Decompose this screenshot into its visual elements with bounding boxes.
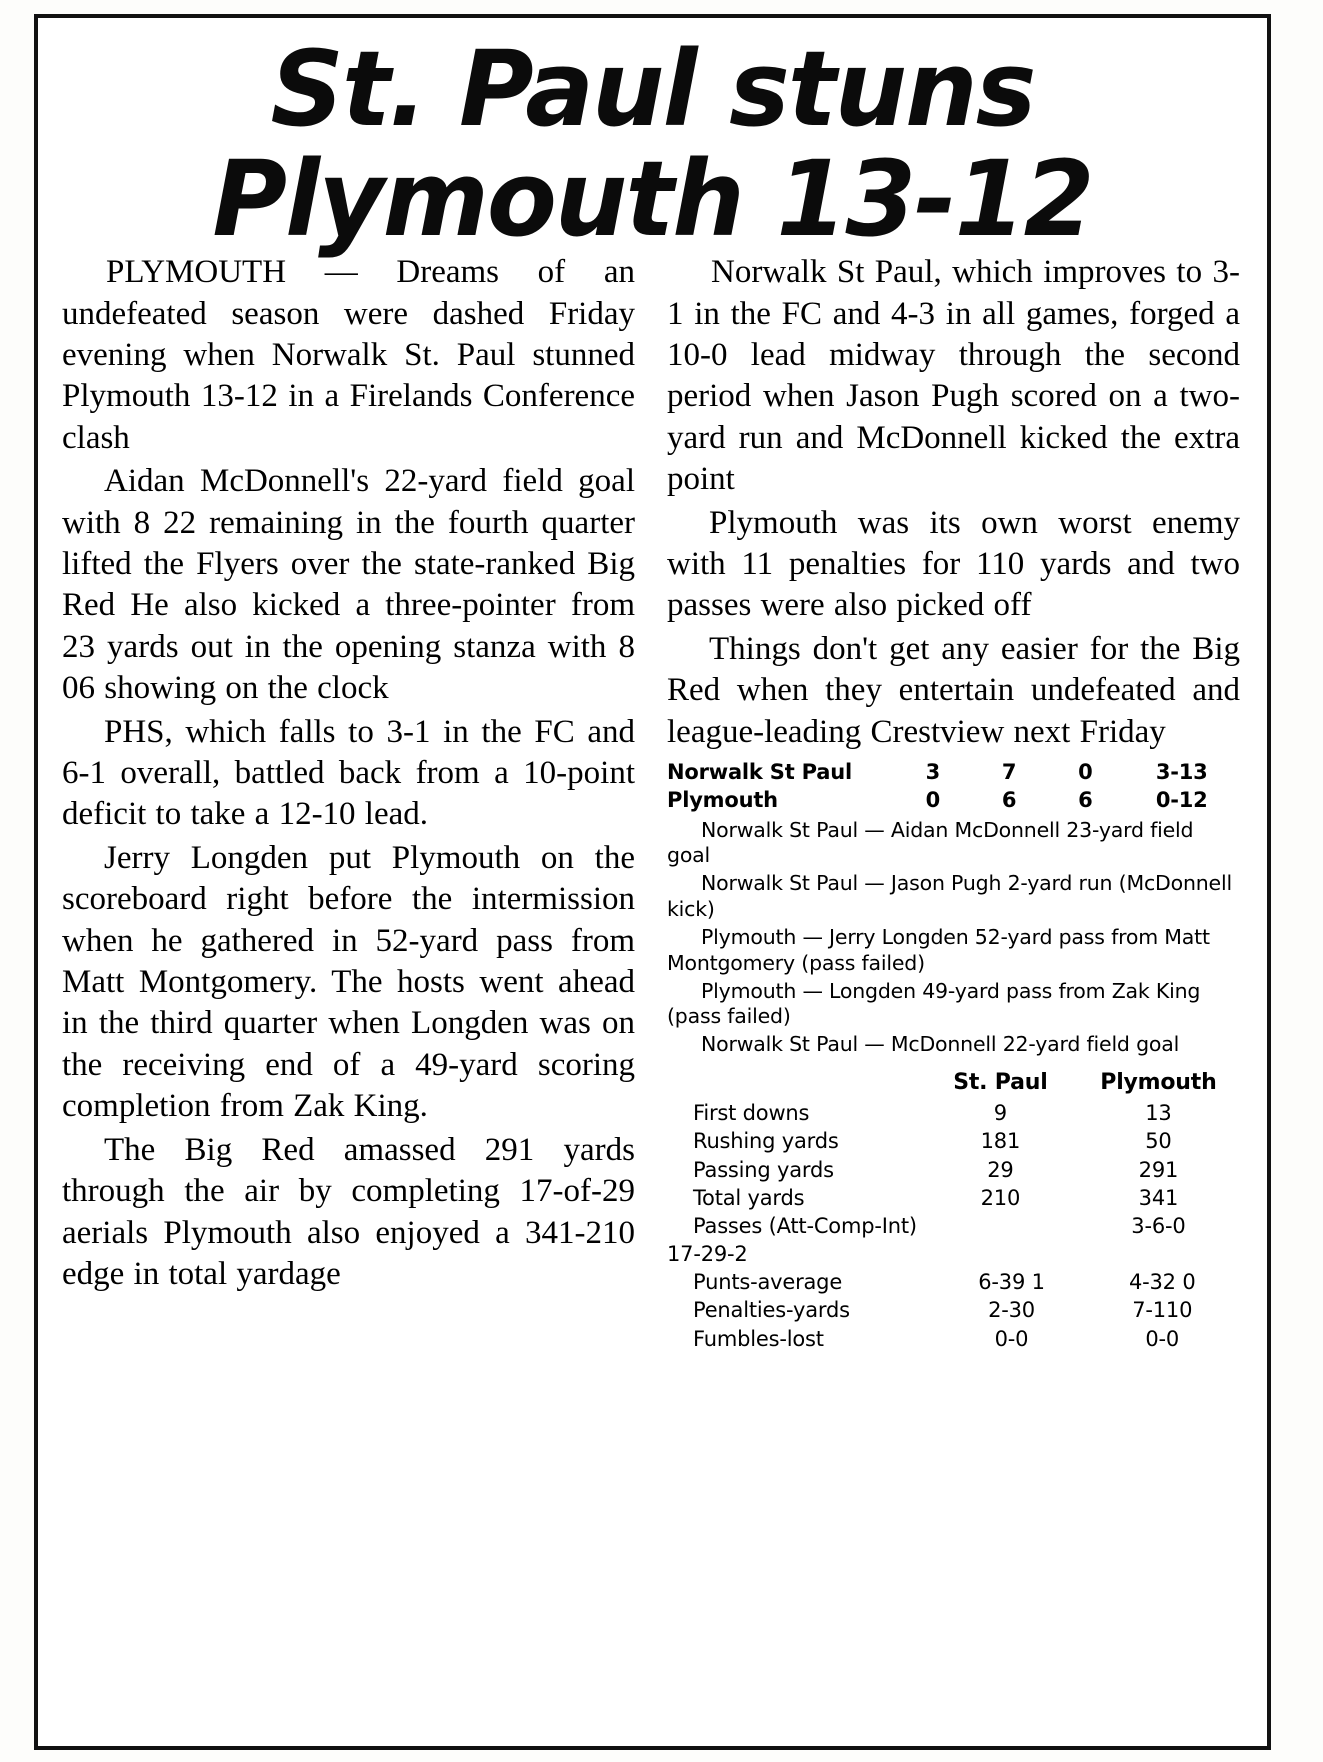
stats-value-stpaul: 181 xyxy=(980,1129,1021,1154)
linescore-q3: 0 xyxy=(1078,760,1093,785)
linescore-q1: 0 xyxy=(925,788,941,813)
stats-value-stpaul: 2-30 xyxy=(988,1298,1035,1323)
stats-value-stpaul: 210 xyxy=(980,1186,1021,1211)
stats-value-stpaul: 29 xyxy=(987,1157,1014,1182)
table-row xyxy=(667,1156,1240,1184)
table-row xyxy=(667,1100,1240,1128)
page-title xyxy=(64,28,1241,261)
stats-value-plymouth: 13 xyxy=(1145,1101,1172,1126)
stats-header-stpaul: St. Paul xyxy=(953,1070,1048,1096)
paragraph: The Big Red amassed 291 yards through the air by completing 17-of-29 aerials Plymouth also enjoyed a 341-210 edge in total yardage xyxy=(62,1131,635,1292)
stats-label: Punts-average xyxy=(693,1269,843,1294)
headline-line-1: St. Paul stuns xyxy=(270,28,1035,150)
stats-label: Fumbles-lost xyxy=(693,1326,824,1351)
paragraph: Jerry Longden put Plymouth on the scoreboard right before the intermission when he gathered in 52-yard pass from Matt Montgomery. The hosts went ahead in the third quarter when Longden was on the receiving end of a 49-yard scoring completion from Zak King. xyxy=(62,839,635,1125)
paragraph: PHS, which falls to 3-1 in the FC and 6-1 overall, battled back from a 10-point deficit to take a 12-10 lead. xyxy=(62,713,635,833)
table-row xyxy=(667,1297,1240,1325)
stats-value-stpaul: 0-0 xyxy=(994,1326,1029,1351)
stats-value-plymouth: 50 xyxy=(1145,1129,1172,1154)
paragraph: Plymouth was its own worst enemy with 11 penalties for 110 yards and two passes were also picked off xyxy=(667,504,1240,624)
stats-value-stpaul: 9 xyxy=(993,1101,1007,1126)
paragraph: PLYMOUTH — Dreams of an undefeated season were dashed Friday evening when Norwalk St. Paul stunned Plymouth 13-12 in a Firelands Conference clash xyxy=(62,254,635,456)
linescore-q4-total: 0-12 xyxy=(1155,788,1208,813)
table-row xyxy=(667,1185,1240,1213)
table-row xyxy=(667,1325,1240,1353)
stats-value-plymouth: 3-6-0 xyxy=(1131,1214,1186,1239)
stats-value-stpaul xyxy=(924,1213,1077,1241)
boxscore xyxy=(667,759,1240,1353)
linescore-table xyxy=(667,759,1240,816)
stats-label: Total yards xyxy=(693,1186,805,1211)
headline-line-2: Plymouth 13-12 xyxy=(212,138,1093,261)
table-header-row xyxy=(667,1068,1240,1100)
stats-value-plymouth: 4-32 0 xyxy=(1128,1269,1196,1294)
scoring-play: Plymouth — Longden 49-yard pass from Zak King (pass failed) xyxy=(667,978,1201,1029)
stats-value-plymouth: 291 xyxy=(1138,1157,1179,1182)
right-column xyxy=(667,252,1240,1353)
table-row xyxy=(667,787,1240,815)
stats-label: First downs xyxy=(693,1101,810,1126)
linescore-team: Norwalk St Paul xyxy=(667,760,853,785)
table-row xyxy=(667,759,1240,787)
stats-label: Rushing yards xyxy=(693,1129,839,1154)
stats-header-blank xyxy=(667,1068,924,1100)
stats-header-plymouth: Plymouth xyxy=(1100,1070,1217,1096)
table-row xyxy=(667,1128,1240,1156)
team-stats-table xyxy=(667,1068,1240,1241)
linescore-q1: 3 xyxy=(925,760,941,785)
stats-overflow-value: 17-29-2 xyxy=(667,1242,748,1267)
scoring-play: Norwalk St Paul — Jason Pugh 2-yard run (McDonnell kick) xyxy=(667,871,1232,922)
stats-label: Penalties-yards xyxy=(693,1298,850,1323)
paragraph: Norwalk St Paul, which improves to 3-1 in the FC and 4-3 in all games, forged a 10-0 lead midway through the second period when Jason Pugh scored on a two-yard run and McDonnell kicked the extra point xyxy=(667,254,1240,498)
stats-value-plymouth: 0-0 xyxy=(1145,1326,1180,1351)
linescore-q2: 6 xyxy=(1001,788,1017,813)
team-stats-table-continued xyxy=(667,1268,1240,1353)
left-column xyxy=(62,252,641,1297)
table-row xyxy=(667,1268,1240,1296)
stats-label: Passes (Att-Comp-Int) xyxy=(693,1214,917,1239)
scoring-play: Plymouth — Jerry Longden 52-yard pass from Matt Montgomery (pass failed) xyxy=(667,924,1210,975)
linescore-q2: 7 xyxy=(1001,760,1017,785)
linescore-team: Plymouth xyxy=(667,788,778,813)
stats-value-plymouth: 7-110 xyxy=(1132,1298,1193,1323)
scoring-play: Norwalk St Paul — McDonnell 22-yard field goal xyxy=(701,1032,1180,1057)
paragraph: Aidan McDonnell's 22-yard field goal with 8 22 remaining in the fourth quarter lifted the Flyers over the state-ranked Big Red He also kicked a three-pointer from 23 yards out in the opening stanza with 8 06 showing on the clock xyxy=(62,463,635,707)
clipping-content xyxy=(38,18,1267,1746)
table-row xyxy=(667,1213,1240,1241)
scoring-play: Norwalk St Paul — Aidan McDonnell 23-yard field goal xyxy=(667,817,1194,868)
paragraph: Things don't get any easier for the Big Red when they entertain undefeated and league-leading Crestview next Friday xyxy=(667,630,1240,750)
article-columns xyxy=(52,252,1253,1353)
clipping-border xyxy=(34,14,1271,1750)
stats-value-plymouth: 341 xyxy=(1138,1186,1179,1211)
linescore-q4-total: 3-13 xyxy=(1155,760,1208,785)
stats-value-stpaul: 6-39 1 xyxy=(978,1269,1045,1294)
linescore-q3: 6 xyxy=(1078,788,1093,813)
stats-label: Passing yards xyxy=(693,1157,834,1182)
